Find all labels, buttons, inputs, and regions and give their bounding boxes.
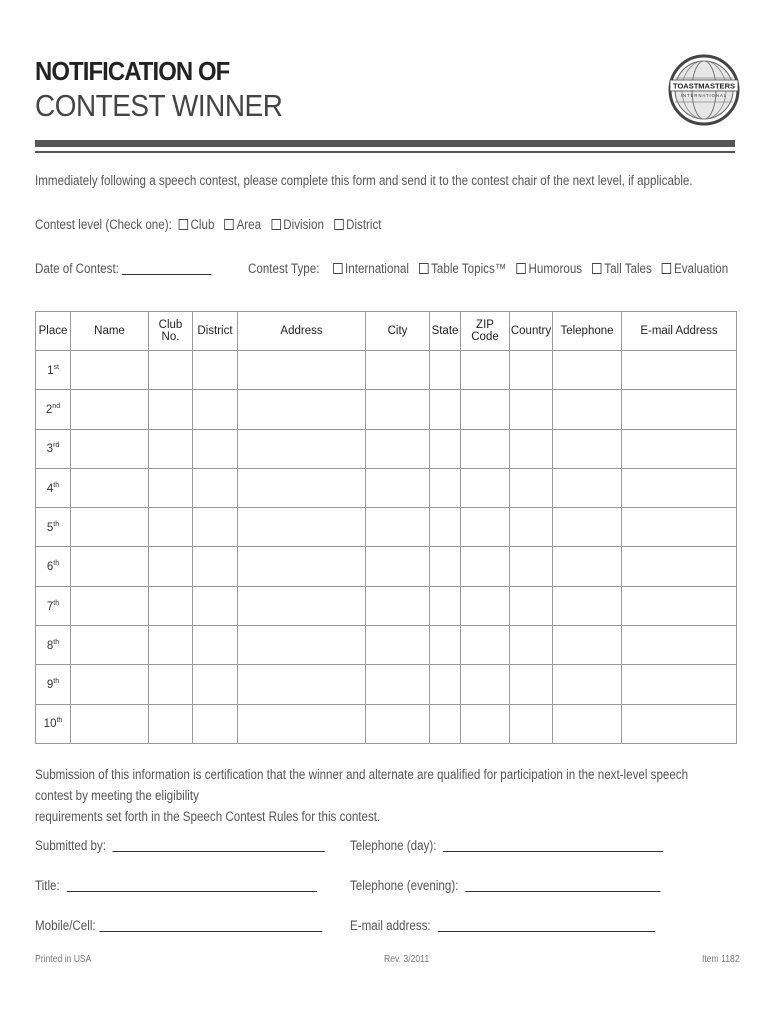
logo-text: TOASTMASTERS — [673, 81, 735, 91]
telephone-day-label: Telephone (day): — [350, 838, 437, 853]
district-cell[interactable] — [193, 586, 238, 625]
submitted-by-label: Submitted by: — [35, 838, 106, 853]
title-row — [35, 878, 317, 893]
club-no-cell[interactable] — [149, 429, 193, 468]
footer-printed: Printed in USA — [35, 954, 92, 965]
country-cell[interactable] — [510, 586, 553, 625]
table-row — [36, 508, 737, 547]
club-no-cell[interactable] — [149, 626, 193, 665]
city-cell[interactable] — [366, 351, 430, 390]
contest-level-row — [35, 217, 382, 232]
state-cell[interactable] — [430, 547, 461, 586]
table-row — [36, 547, 737, 586]
state-cell[interactable] — [430, 586, 461, 625]
option-club: Club — [190, 217, 215, 232]
club-no-cell[interactable] — [149, 351, 193, 390]
certification-text — [35, 764, 723, 827]
place-suffix: th — [56, 717, 63, 725]
option-humorous: Humorous — [528, 261, 583, 276]
form-title-line2: CONTEST WINNER — [35, 88, 283, 123]
date-label: Date of Contest: — [35, 261, 119, 276]
date-row — [35, 261, 212, 276]
email-cell[interactable] — [622, 626, 737, 665]
telephone-cell[interactable] — [553, 704, 622, 743]
email-row — [350, 918, 655, 933]
place-number: 9 — [46, 678, 54, 691]
zip-code-cell[interactable] — [461, 586, 510, 625]
state-cell[interactable] — [430, 351, 461, 390]
submitted-by-field[interactable] — [113, 839, 325, 852]
title-field[interactable] — [66, 879, 316, 892]
state-cell[interactable] — [430, 665, 461, 704]
checkbox-area[interactable] — [225, 219, 234, 230]
telephone-day-row — [350, 838, 663, 853]
telephone-cell[interactable] — [553, 351, 622, 390]
logo-subtext: INTERNATIONAL — [680, 93, 728, 98]
place-suffix: rd — [53, 442, 60, 450]
city-cell[interactable] — [366, 390, 430, 429]
city-cell[interactable] — [366, 468, 430, 507]
address-cell[interactable] — [238, 468, 366, 507]
district-cell[interactable] — [193, 626, 238, 665]
place-number: 1 — [47, 364, 54, 377]
city-cell[interactable] — [366, 665, 430, 704]
email-cell[interactable] — [622, 704, 737, 743]
state-cell[interactable] — [430, 508, 461, 547]
contest-type-label: Contest Type: — [248, 261, 320, 276]
place-number: 10 — [43, 718, 57, 731]
submitted-by-row — [35, 838, 325, 853]
email-label: E-mail address: — [350, 918, 431, 933]
place-cell — [36, 468, 71, 507]
place-suffix: st — [53, 363, 59, 371]
name-cell[interactable] — [71, 508, 149, 547]
email-cell[interactable] — [622, 429, 737, 468]
club-no-cell[interactable] — [149, 665, 193, 704]
telephone-cell[interactable] — [553, 429, 622, 468]
state-cell[interactable] — [430, 704, 461, 743]
checkbox-evaluation[interactable] — [662, 263, 671, 274]
district-cell[interactable] — [193, 468, 238, 507]
header-rule-thick — [35, 140, 735, 147]
checkbox-division[interactable] — [271, 219, 280, 230]
district-cell[interactable] — [193, 704, 238, 743]
telephone-day-field[interactable] — [443, 839, 663, 852]
place-suffix: th — [53, 638, 60, 646]
zip-code-cell[interactable] — [461, 468, 510, 507]
address-cell[interactable] — [238, 586, 366, 625]
header-state: State — [430, 312, 461, 351]
place-cell — [36, 547, 71, 586]
table-row — [36, 351, 737, 390]
zip-code-cell[interactable] — [461, 665, 510, 704]
header-rule-thin — [35, 151, 735, 153]
footer-rev: Rev. 3/2011 — [384, 954, 430, 965]
toastmasters-logo — [668, 44, 740, 136]
zip-code-cell[interactable] — [461, 626, 510, 665]
mobile-row — [35, 918, 322, 933]
table-row — [36, 704, 737, 743]
place-cell — [36, 626, 71, 665]
zip-code-cell[interactable] — [461, 390, 510, 429]
email-cell[interactable] — [622, 586, 737, 625]
address-cell[interactable] — [238, 390, 366, 429]
name-cell[interactable] — [71, 586, 149, 625]
place-cell — [36, 704, 71, 743]
table-header-row — [36, 312, 737, 351]
form-title-line1: NOTIFICATION OF — [35, 56, 230, 86]
checkbox-humorous[interactable] — [517, 263, 526, 274]
table-row — [36, 429, 737, 468]
checkbox-club[interactable] — [178, 219, 187, 230]
country-cell[interactable] — [510, 704, 553, 743]
winners-table — [35, 311, 737, 744]
district-cell[interactable] — [193, 390, 238, 429]
header-name: Name — [71, 312, 149, 351]
telephone-cell[interactable] — [553, 547, 622, 586]
header-city: City — [366, 312, 430, 351]
name-cell[interactable] — [71, 626, 149, 665]
place-number: 3 — [46, 443, 54, 456]
header-district: District — [193, 312, 238, 351]
place-cell — [36, 429, 71, 468]
country-cell[interactable] — [510, 468, 553, 507]
option-tall-tales: Tall Tales — [604, 261, 652, 276]
district-cell[interactable] — [193, 547, 238, 586]
address-cell[interactable] — [238, 626, 366, 665]
place-number: 4 — [46, 482, 54, 495]
name-cell[interactable] — [71, 704, 149, 743]
option-area: Area — [236, 217, 262, 232]
zip-code-cell[interactable] — [461, 547, 510, 586]
club-no-cell[interactable] — [149, 508, 193, 547]
email-field[interactable] — [437, 919, 655, 932]
contest-type-row — [248, 261, 728, 276]
place-suffix: th — [53, 678, 60, 686]
address-cell[interactable] — [238, 508, 366, 547]
option-evaluation: Evaluation — [673, 261, 729, 276]
email-cell[interactable] — [622, 351, 737, 390]
club-no-cell[interactable] — [149, 390, 193, 429]
certification-line1: Submission of this information is certification that the winner and alternate are qualified for participation in the next-level speech contest by meeting the eligibility — [35, 767, 689, 803]
table-row — [36, 468, 737, 507]
header-address: Address — [238, 312, 366, 351]
table-row — [36, 665, 737, 704]
email-cell[interactable] — [622, 468, 737, 507]
district-cell[interactable] — [193, 665, 238, 704]
state-cell[interactable] — [430, 626, 461, 665]
email-cell[interactable] — [622, 547, 737, 586]
country-cell[interactable] — [510, 547, 553, 586]
address-cell[interactable] — [238, 665, 366, 704]
email-cell[interactable] — [622, 508, 737, 547]
district-cell[interactable] — [193, 351, 238, 390]
name-cell[interactable] — [71, 468, 149, 507]
place-suffix: th — [53, 520, 60, 528]
city-cell[interactable] — [366, 586, 430, 625]
district-cell[interactable] — [193, 508, 238, 547]
city-cell[interactable] — [366, 704, 430, 743]
telephone-evening-row — [350, 878, 660, 893]
place-cell — [36, 508, 71, 547]
email-cell[interactable] — [622, 665, 737, 704]
footer-item: Item 1182 — [702, 954, 740, 965]
header-telephone: Telephone — [553, 312, 622, 351]
zip-code-cell[interactable] — [461, 429, 510, 468]
telephone-cell[interactable] — [553, 390, 622, 429]
place-cell — [36, 586, 71, 625]
club-no-cell[interactable] — [149, 468, 193, 507]
country-cell[interactable] — [510, 626, 553, 665]
option-international: International — [345, 261, 409, 276]
address-cell[interactable] — [238, 547, 366, 586]
place-number: 6 — [46, 561, 54, 574]
table-row — [36, 390, 737, 429]
place-cell — [36, 351, 71, 390]
header-email: E-mail Address — [622, 312, 737, 351]
city-cell[interactable] — [366, 508, 430, 547]
country-cell[interactable] — [510, 429, 553, 468]
place-cell — [36, 665, 71, 704]
place-number: 5 — [46, 521, 54, 534]
district-cell[interactable] — [193, 429, 238, 468]
header-place: Place — [36, 312, 71, 351]
telephone-cell[interactable] — [553, 626, 622, 665]
name-cell[interactable] — [71, 665, 149, 704]
club-no-cell[interactable] — [149, 704, 193, 743]
address-cell[interactable] — [238, 704, 366, 743]
country-cell[interactable] — [510, 351, 553, 390]
state-cell[interactable] — [430, 429, 461, 468]
country-cell[interactable] — [510, 665, 553, 704]
telephone-cell[interactable] — [553, 665, 622, 704]
header-club-no: Club No. — [149, 312, 193, 351]
zip-code-cell[interactable] — [461, 351, 510, 390]
option-table-topics: Table Topics™ — [431, 261, 507, 276]
mobile-field[interactable] — [100, 919, 323, 932]
header-zip-code: ZIP Code — [461, 312, 510, 351]
city-cell[interactable] — [366, 626, 430, 665]
mobile-label: Mobile/Cell: — [35, 918, 96, 933]
club-no-cell[interactable] — [149, 586, 193, 625]
checkbox-district[interactable] — [334, 219, 343, 230]
place-suffix: th — [53, 481, 60, 489]
option-division: Division — [283, 217, 324, 232]
telephone-evening-label: Telephone (evening): — [350, 878, 459, 893]
zip-code-cell[interactable] — [461, 508, 510, 547]
contest-level-label: Contest level (Check one): — [35, 217, 172, 232]
checkbox-international[interactable] — [333, 263, 342, 274]
name-cell[interactable] — [71, 351, 149, 390]
city-cell[interactable] — [366, 547, 430, 586]
state-cell[interactable] — [430, 390, 461, 429]
place-suffix: nd — [52, 403, 61, 411]
email-cell[interactable] — [622, 390, 737, 429]
table-row — [36, 586, 737, 625]
option-district: District — [346, 217, 382, 232]
address-cell[interactable] — [238, 429, 366, 468]
table-row — [36, 626, 737, 665]
address-cell[interactable] — [238, 351, 366, 390]
name-cell[interactable] — [71, 547, 149, 586]
intro-text: Immediately following a speech contest, please complete this form and send it to the contest chair of the next level, if applicable. — [35, 173, 693, 188]
place-number: 2 — [45, 403, 53, 416]
telephone-evening-field[interactable] — [465, 879, 660, 892]
certification-line2: requirements set forth in the Speech Contest Rules for this contest. — [35, 809, 381, 824]
zip-code-cell[interactable] — [461, 704, 510, 743]
club-no-cell[interactable] — [149, 547, 193, 586]
telephone-cell[interactable] — [553, 586, 622, 625]
place-cell — [36, 390, 71, 429]
title-label: Title: — [35, 878, 60, 893]
checkbox-table-topics[interactable] — [419, 263, 428, 274]
telephone-cell[interactable] — [553, 468, 622, 507]
country-cell[interactable] — [510, 390, 553, 429]
name-cell[interactable] — [71, 390, 149, 429]
header-country: Country — [510, 312, 553, 351]
country-cell[interactable] — [510, 508, 553, 547]
checkbox-tall-tales[interactable] — [592, 263, 601, 274]
place-suffix: th — [53, 599, 60, 607]
place-suffix: th — [53, 560, 60, 568]
name-cell[interactable] — [71, 429, 149, 468]
place-number: 8 — [46, 639, 54, 652]
telephone-cell[interactable] — [553, 508, 622, 547]
city-cell[interactable] — [366, 429, 430, 468]
date-field[interactable] — [122, 262, 211, 275]
place-number: 7 — [46, 600, 54, 613]
state-cell[interactable] — [430, 468, 461, 507]
